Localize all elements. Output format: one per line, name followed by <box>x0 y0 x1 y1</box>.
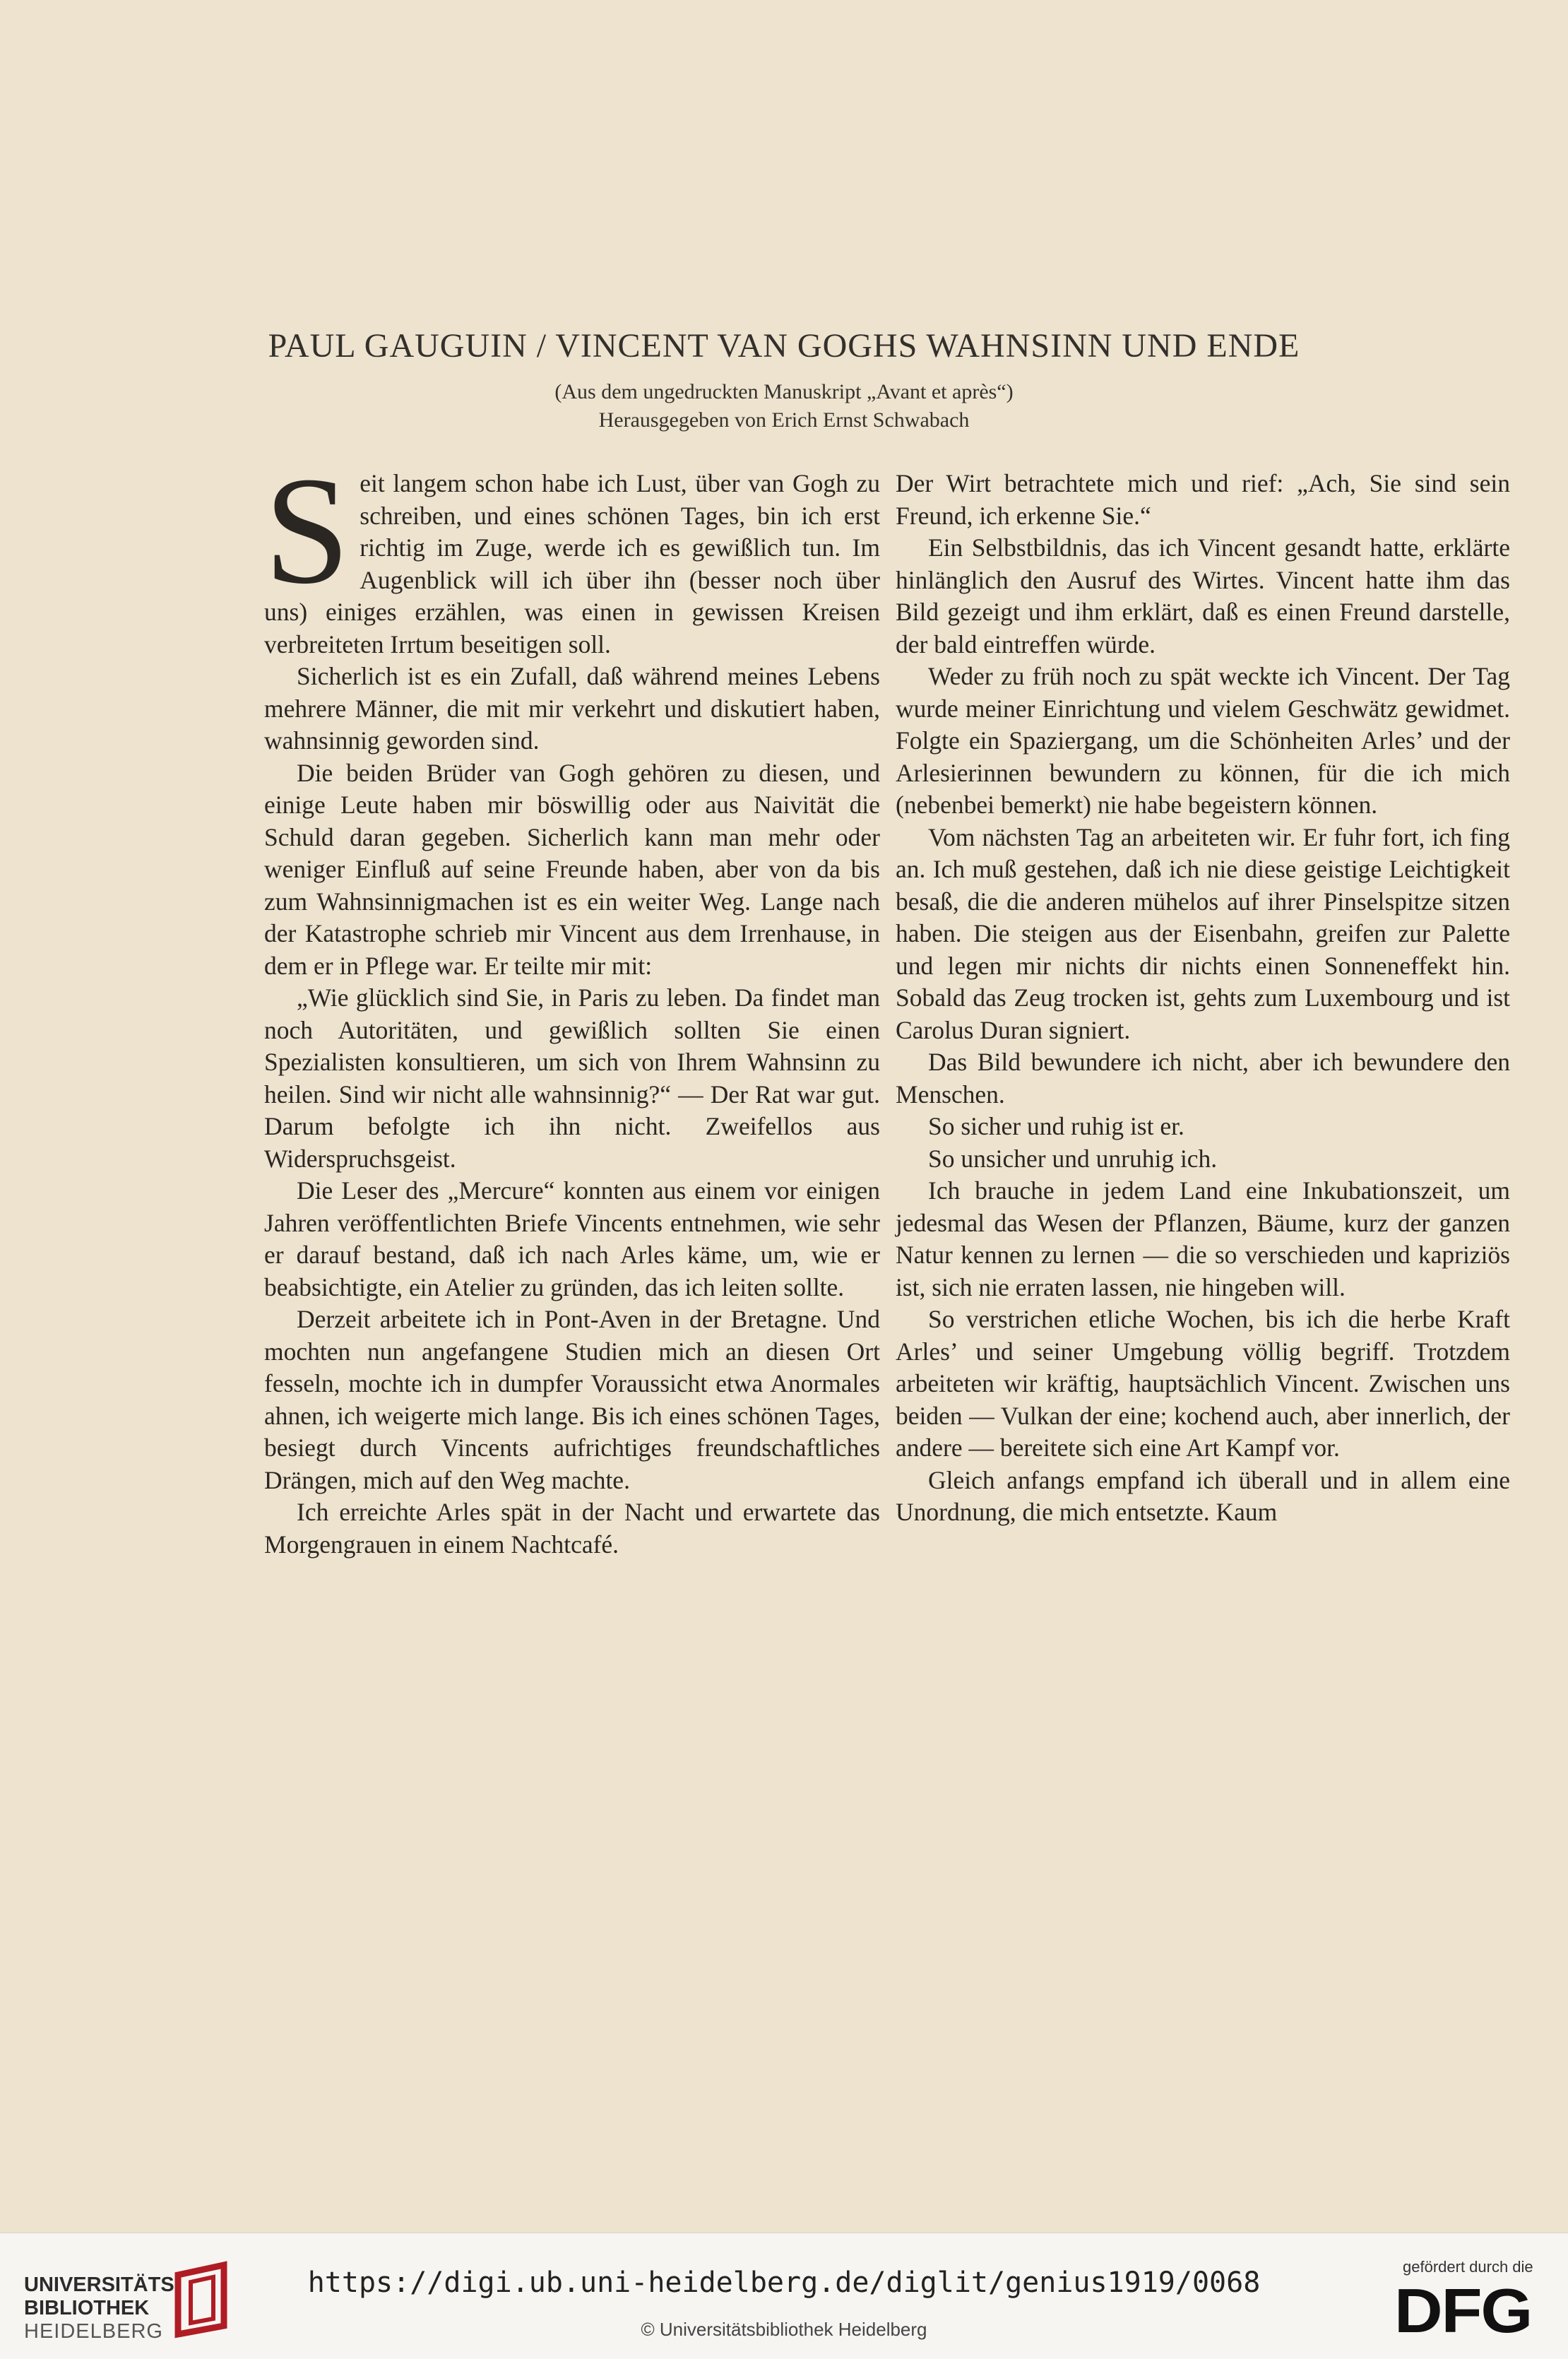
paragraph: Derzeit arbeitete ich in Pont-Aven in der Bretagne. Und mochten nun angefangene Studien mich an diesen Ort fesseln, mochte ich in dumpfer Voraussicht etwa Anormales ahnen, ich weigerte mich lange. Bis ich eines schönen Tages, besiegt durch Vincents aufrichtiges freundschaftliches Drängen, mich auf den Weg machte. <box>264 1305 880 1494</box>
drop-cap: S <box>264 446 350 616</box>
permalink-url[interactable]: https://digi.ub.uni-heidelberg.de/diglit/genius1919/0068 <box>307 2266 1261 2299</box>
funding-label: gefördert durch die <box>1403 2258 1533 2276</box>
paragraph: Der Wirt betrachtete mich und rief: „Ach, Sie sind sein Freund, ich erkenne Sie.“ <box>896 469 1510 530</box>
paragraph: Die Leser des „Mercure“ konnten aus einem vor einigen Jahren veröffentlichten Briefe Vincents entnehmen, wie sehr er darauf bestand, daß ich nach Arles käme, um, wie er beabsichtigte, ein Atelier zu gründen, das ich leiten sollte. <box>264 1176 880 1301</box>
paragraph: Weder zu früh noch zu spät weckte ich Vincent. Der Tag wurde meiner Einrichtung und vielem Geschwätz gewidmet. Folgte ein Spaziergang, um die Schönheiten Arles’ und der Arlesierinnen bewundern zu können, für die ich mich (nebenbei bemerkt) nie habe begeistern können. <box>896 662 1510 819</box>
copyright-notice: © Universitätsbibliothek Heidelberg <box>641 2319 927 2340</box>
library-name-line: HEIDELBERG <box>24 2320 163 2343</box>
library-name-line: UNIVERSITÄTS- <box>24 2274 182 2296</box>
paragraph: Ich erreichte Arles spät in der Nacht und erwartete das Morgengrauen in einem Nachtcafé. <box>264 1498 880 1559</box>
library-name-line: BIBLIOTHEK <box>24 2297 150 2319</box>
paragraph: Gleich anfangs empfand ich überall und in allem eine Unordnung, die mich entsetzte. Kaum <box>896 1465 1510 1526</box>
paragraph: So unsicher und unruhig ich. <box>928 1144 1218 1173</box>
paragraph: So sicher und ruhig ist er. <box>928 1112 1184 1140</box>
article-editor-line: Herausgegeben von Erich Ernst Schwabach <box>598 408 970 432</box>
article-subtitle: (Aus dem ungedruckten Manuskript „Avant et après“) <box>554 380 1014 403</box>
right-column <box>896 468 1510 1529</box>
left-column <box>264 446 880 1561</box>
paragraph: „Wie glücklich sind Sie, in Paris zu leben. Da findet man noch Autoritäten, und gewißlich sollten Sie einen Spezialisten konsultieren, um sich von Ihrem Wahnsinn zu heilen. Sind wir nicht alle wahnsinnig?“ — Der Rat war gut. Darum befolgte ich ihn nicht. Zweifellos aus Widerspruchsgeist. <box>264 983 880 1173</box>
paragraph: Vom nächsten Tag an arbeiteten wir. Er fuhr fort, ich fing an. Ich muß gestehen, daß ich nie diese geistige Leichtigkeit besaß, die die anderen mühelos auf ihrer Pinselspitze sitzen haben. Die steigen aus der Eisenbahn, greifen zur Palette und legen mir nichts dir nichts einen Sonneneffekt hin. Sobald das Zeug trocken ist, gehts zum Luxembourg und ist Carolus Duran signiert. <box>896 822 1510 1044</box>
paragraph: Ich brauche in jedem Land eine Inkubationszeit, um jedesmal das Wesen der Pflanzen, Bäume, kurz der ganzen Natur kennen zu lernen — die so verschieden und kapriziös ist, sich nie erraten lassen, nie hingeben will. <box>896 1176 1510 1301</box>
article-title: PAUL GAUGUIN / VINCENT VAN GOGHS WAHNSINN UND ENDE <box>268 327 1300 365</box>
paragraph: Ein Selbstbildnis, das ich Vincent gesandt hatte, erklärte hinlänglich den Ausruf des Wirtes. Vincent hatte ihm das Bild gezeigt und ihm erklärt, daß es einen Freund darstelle, der bald eintreffen würde. <box>896 533 1510 658</box>
paragraph: Das Bild bewundere ich nicht, aber ich bewundere den Menschen. <box>896 1048 1510 1108</box>
paragraph: Sicherlich ist es ein Zufall, daß während meines Lebens mehrere Männer, die mit mir verkehrt und diskutiert haben, wahnsinnig geworden sind. <box>264 662 880 755</box>
dfg-logo[interactable]: DFG <box>1394 2276 1532 2346</box>
paragraph: So verstrichen etliche Wochen, bis ich die herbe Kraft Arles’ und seiner Umgebung völlig begriff. Trotzdem arbeiteten wir kräftig, hauptsächlich Vincent. Zwischen uns beiden — Vulkan der eine; kochend auch, aber innerlich, der andere — bereitete sich eine Art Kampf vor. <box>896 1305 1510 1462</box>
paragraph: Seit langem schon habe ich Lust, über van Gogh zu schreiben, und eines schönen Tages, bin ich erst richtig im Zuge, werde ich es gewißlich tun. Im Augenblick will ich über ihn (besser noch über uns) einiges erzählen, was einen in gewissen Kreisen verbreiteten Irrtum beseitigen soll. <box>264 446 880 658</box>
paragraph: Die beiden Brüder van Gogh gehören zu diesen, und einige Leute haben mir böswillig oder aus Naivität die Schuld daran gegeben. Sicherlich kann man mehr oder weniger Einfluß auf seine Freunde haben, aber von da bis zum Wahnsinnigmachen ist es ein weiter Weg. Lange nach der Katastrophe schrieb mir Vincent aus dem Irrenhause, in dem er in Pflege war. Er teilte mir mit: <box>264 758 880 980</box>
